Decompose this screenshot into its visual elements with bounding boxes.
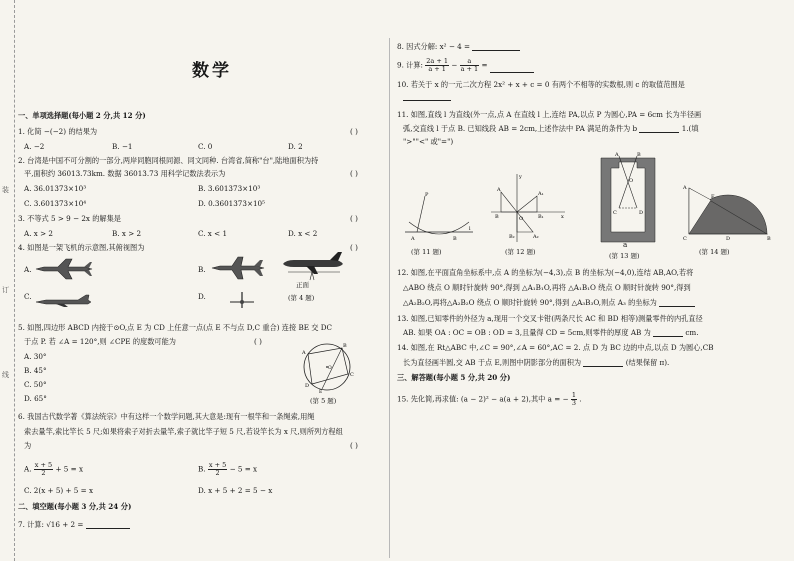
svg-text:O: O xyxy=(328,366,332,371)
answer-blank[interactable] xyxy=(472,43,520,51)
svg-text:y: y xyxy=(519,174,522,180)
q3-option-d: D. x < 2 xyxy=(288,229,318,238)
question-11-line3: ">""<" 或"=") xyxy=(403,137,454,146)
q6-option-c: C. 2(x + 5) + 5 = x xyxy=(24,486,94,495)
q6-option-d: D. x + 5 + 2 = 5 − x xyxy=(198,486,273,495)
fraction-denominator: a + 1 xyxy=(428,65,446,73)
question-1: 1. 化简 −(−2) 的结果为 xyxy=(18,127,98,136)
question-11-tail: 1.(填 xyxy=(681,124,699,133)
q4-option-b: B. xyxy=(198,265,206,274)
answer-blank[interactable] xyxy=(653,329,683,337)
jet-top-view-b xyxy=(210,256,266,280)
svg-text:O: O xyxy=(629,178,634,184)
figure-11-arc xyxy=(403,188,475,244)
section-2-heading: 二、填空题(每小题 3 分,共 24 分) xyxy=(18,502,132,511)
fraction-numerator: a xyxy=(460,58,480,66)
binding-char: 线 xyxy=(2,371,9,379)
q3-option-c: C. x < 1 xyxy=(198,229,228,238)
section-3-heading: 三、解答题(每小题 5 分,共 20 分) xyxy=(397,373,511,382)
svg-text:B: B xyxy=(453,236,457,242)
question-12-line3 xyxy=(403,298,695,307)
svg-text:D: D xyxy=(305,383,310,389)
svg-text:P: P xyxy=(425,192,429,198)
q5-option-c: C. 50° xyxy=(24,380,47,389)
svg-text:A: A xyxy=(302,350,306,356)
figure-4-caption: (第 4 题) xyxy=(288,294,315,302)
question-12-line1: 12. 如图,在平面直角坐标系中,点 A 的坐标为(−4,3),点 B 的坐标为(−4,0),连结 AB,AO,若将 xyxy=(397,268,694,277)
q1-option-a: A. −2 xyxy=(24,142,45,151)
q2-option-b: B. 3.601373×10³ xyxy=(198,184,261,193)
question-2-line1: 2. 台湾是中国不可分割的一部分,两岸同胞同根同源、同文同种. 台湾省,简称"台",陆地面积为持 xyxy=(18,156,319,165)
svg-text:A: A xyxy=(497,187,501,193)
figure-12-coordinate xyxy=(487,172,567,244)
answer-blank[interactable] xyxy=(659,299,695,307)
question-4: 4. 如图是一架飞机的示意图,其俯视图为 xyxy=(18,243,145,252)
answer-blank[interactable] xyxy=(639,125,679,133)
answer-paren: ( ) xyxy=(350,441,358,450)
answer-blank[interactable] xyxy=(490,65,534,73)
question-11-line1: 11. 如图,直线 l 为直线(外一点,点 A 在直线 l 上,连结 PA,以点 P 为圆心,PA = 6cm 长为半径画 xyxy=(397,110,702,119)
q6-option-b-fraction xyxy=(208,462,227,477)
question-14-line2 xyxy=(403,358,669,367)
figure-13-caption: (第 13 题) xyxy=(609,252,640,260)
question-12-text: △A₂B₂O,再将△A₂B₂O 绕点 O 顺时针旋转 90°,得到 △A₃B₃O,则点 A₃ 的坐标为 xyxy=(403,298,657,307)
q6-option-a-fraction xyxy=(34,462,53,477)
jet-front-view-d xyxy=(228,290,256,310)
figure-12-caption: (第 12 题) xyxy=(505,248,536,256)
question-3: 3. 不等式 5 > 9 − 2x 的解集是 xyxy=(18,214,121,223)
question-13-line2 xyxy=(403,328,699,337)
q6-option-a-rest: + 5 = x xyxy=(55,464,83,474)
q15-fraction xyxy=(571,392,577,407)
question-6-line1: 6. 我国古代数学著《算法统宗》中有这样一个数学问题,其大意是:现有一根竿和一条绳索,用绳 xyxy=(18,412,315,421)
svg-text:C: C xyxy=(350,372,354,378)
svg-text:x: x xyxy=(561,214,564,220)
question-9: 9. 计算: $\frac{2a + 1}{a + 1}$ − $\frac{a}{a + 1}$ = xyxy=(397,58,534,73)
binding-char: 订 xyxy=(2,286,9,294)
q3-option-b: B. x > 2 xyxy=(112,229,142,238)
question-14-line1: 14. 如图,在 Rt△ABC 中,∠C = 90°,∠A = 60°,AC = 2. 点 D 为 BC 边的中点,以点 D 为圆心,CB xyxy=(397,343,714,352)
answer-paren: ( ) xyxy=(350,214,358,223)
fraction-numerator: x + 5 xyxy=(34,461,53,469)
q9-fraction-2 xyxy=(460,58,480,73)
answer-blank[interactable] xyxy=(403,93,451,101)
question-13-line1: 13. 如图,已知零件的外径为 a,现用一个交叉卡钳(两条尺长 AC 和 BD 相等)测量零件的内孔直径 xyxy=(397,314,703,323)
figure-4-front-label: 正面 xyxy=(296,281,309,289)
figure-11-caption: (第 11 题) xyxy=(411,248,442,256)
question-13-unit: cm. xyxy=(685,328,699,337)
question-10: 10. 若关于 x 的一元二次方程 2x² + x + c = 0 有两个不相等的实数根,则 c 的取值范围是 xyxy=(397,80,685,89)
q1-option-b: B. −1 xyxy=(112,142,133,151)
question-13-text: AB. 如果 OA : OC = OB : OD = 3,且量得 CD = 5cm,则零件的厚度 AB 为 xyxy=(403,328,651,337)
svg-text:A₂: A₂ xyxy=(533,234,539,240)
question-15: 15. 先化简,再求值: (a − 2)² − a(a + 2),其中 a = − $\frac{1}{3}$ . xyxy=(397,391,582,407)
answer-paren: ( ) xyxy=(350,169,358,178)
fraction-numerator: 1 xyxy=(571,391,576,399)
airplane-figure xyxy=(280,250,346,284)
svg-text:D: D xyxy=(726,236,731,242)
question-6-line3: 为 xyxy=(24,441,32,450)
question-6-line2: 索去量竿,索比竿长 5 尺;如果将索子对折去量竿,索子就比竿子短 5 尺,若设竿长为 x 尺,则所列方程组 xyxy=(24,427,343,436)
question-14-tail: (结果保留 π). xyxy=(625,358,670,367)
svg-text:O: O xyxy=(519,216,524,222)
q6-option-b xyxy=(198,462,257,477)
svg-text:B: B xyxy=(637,152,641,158)
figure-14-caption: (第 14 题) xyxy=(699,248,730,256)
question-2-line2: 平,面积约 36013.73km. 数据 36013.73 用科学记数法表示为 xyxy=(24,169,226,178)
svg-text:C: C xyxy=(683,236,687,242)
fraction-denominator: a + 1 xyxy=(460,65,479,73)
q6-option-b-letter: B. xyxy=(198,464,206,474)
question-10-blank-line xyxy=(403,92,451,101)
page-title: 数学 xyxy=(192,61,232,81)
svg-text:D: D xyxy=(639,210,644,216)
svg-text:C: C xyxy=(613,210,617,216)
q6-option-a-letter: A. xyxy=(24,464,32,474)
question-14-text: 长为直径画半圆,交 AB 于点 E,则图中阴影部分的面积为 xyxy=(403,358,582,367)
svg-text:B₂: B₂ xyxy=(509,234,515,240)
answer-blank[interactable] xyxy=(583,359,623,367)
svg-text:E: E xyxy=(711,194,715,200)
q2-option-d: D. 0.3601373×10⁵ xyxy=(198,199,265,208)
q1-option-c: C. 0 xyxy=(198,142,213,151)
fraction-numerator: x + 5 xyxy=(208,461,227,469)
question-15-text: 15. 先化简,再求值: (a − 2)² − a(a + 2),其中 a = − xyxy=(397,394,569,404)
q2-option-a: A. 36.01373×10³ xyxy=(24,184,87,193)
fraction-denominator: 3 xyxy=(571,399,576,407)
binding-margin xyxy=(0,0,15,561)
q5-option-a: A. 30° xyxy=(24,352,47,361)
answer-paren: ( ) xyxy=(254,337,262,346)
column-divider xyxy=(389,38,390,558)
q1-option-d: D. 2 xyxy=(288,142,303,151)
figure-13-caliper xyxy=(597,152,659,244)
q4-option-a: A. xyxy=(24,265,32,274)
figure-13-dimension-label: a xyxy=(623,240,628,249)
question-5-line2: 于点 P. 若 ∠A = 120°,则 ∠CPE 的度数可能为 xyxy=(24,337,176,346)
answer-paren: ( ) xyxy=(350,127,358,136)
question-7-text: 7. 计算: √16 + 2 = xyxy=(18,520,84,529)
svg-text:A: A xyxy=(411,236,415,242)
fraction-denominator: 2 xyxy=(41,469,46,477)
q3-option-a: A. x > 2 xyxy=(24,229,53,238)
jet-side-view-c xyxy=(34,294,92,308)
q5-option-d: D. 65° xyxy=(24,394,47,403)
jet-top-view-a xyxy=(34,258,94,280)
q4-option-c: C. xyxy=(24,292,32,301)
q2-option-c: C. 3.601373×10⁴ xyxy=(24,199,87,208)
binding-char: 装 xyxy=(2,186,9,194)
question-8 xyxy=(397,42,520,51)
q6-option-b-rest: − 5 = x xyxy=(229,464,258,474)
answer-blank[interactable] xyxy=(86,521,130,529)
question-7 xyxy=(18,520,130,529)
svg-text:B: B xyxy=(767,236,771,242)
question-9-text: 9. 计算: xyxy=(397,60,423,70)
svg-text:l: l xyxy=(469,226,471,232)
question-11-text: 弧,交直线 l 于点 B. 已知线段 AB = 2cm,上述作法中 PA 满足的条件为 b xyxy=(403,124,638,133)
q4-option-d: D. xyxy=(198,292,206,301)
fraction-denominator: 2 xyxy=(215,469,220,477)
figure-5-circle-quad xyxy=(298,340,356,394)
svg-text:A₁: A₁ xyxy=(538,191,544,197)
svg-text:B: B xyxy=(343,343,347,349)
question-12-line2: △ABO 绕点 O 顺时针旋转 90°,得到 △A₁B₁O,再将 △A₁B₁O 绕点 O 顺时针旋转 90°,得到 xyxy=(403,283,691,292)
fraction-numerator: 2a + 1 xyxy=(426,57,448,65)
figure-5-caption: (第 5 题) xyxy=(310,397,337,405)
q6-option-a xyxy=(24,462,83,477)
question-8-text: 8. 因式分解: x² − 4 = xyxy=(397,42,471,51)
svg-text:E: E xyxy=(319,390,323,394)
answer-paren: ( ) xyxy=(350,243,358,252)
svg-text:B: B xyxy=(495,214,499,220)
section-1-heading: 一、单项选择题(每小题 2 分,共 12 分) xyxy=(18,111,146,120)
question-11-line2 xyxy=(403,124,699,133)
svg-text:A: A xyxy=(615,152,619,158)
figure-14-triangle-semicircle xyxy=(681,182,773,242)
q9-fraction-1 xyxy=(425,58,449,73)
question-5-line1: 5. 如图,四边形 ABCD 内接于⊙O,点 E 为 CD 上任意一点(点 E 不与点 D,C 重合) 连接 BE 交 DC xyxy=(18,323,333,332)
svg-text:A: A xyxy=(683,185,687,191)
q5-option-b: B. 45° xyxy=(24,366,47,375)
svg-text:B₁: B₁ xyxy=(538,214,544,220)
